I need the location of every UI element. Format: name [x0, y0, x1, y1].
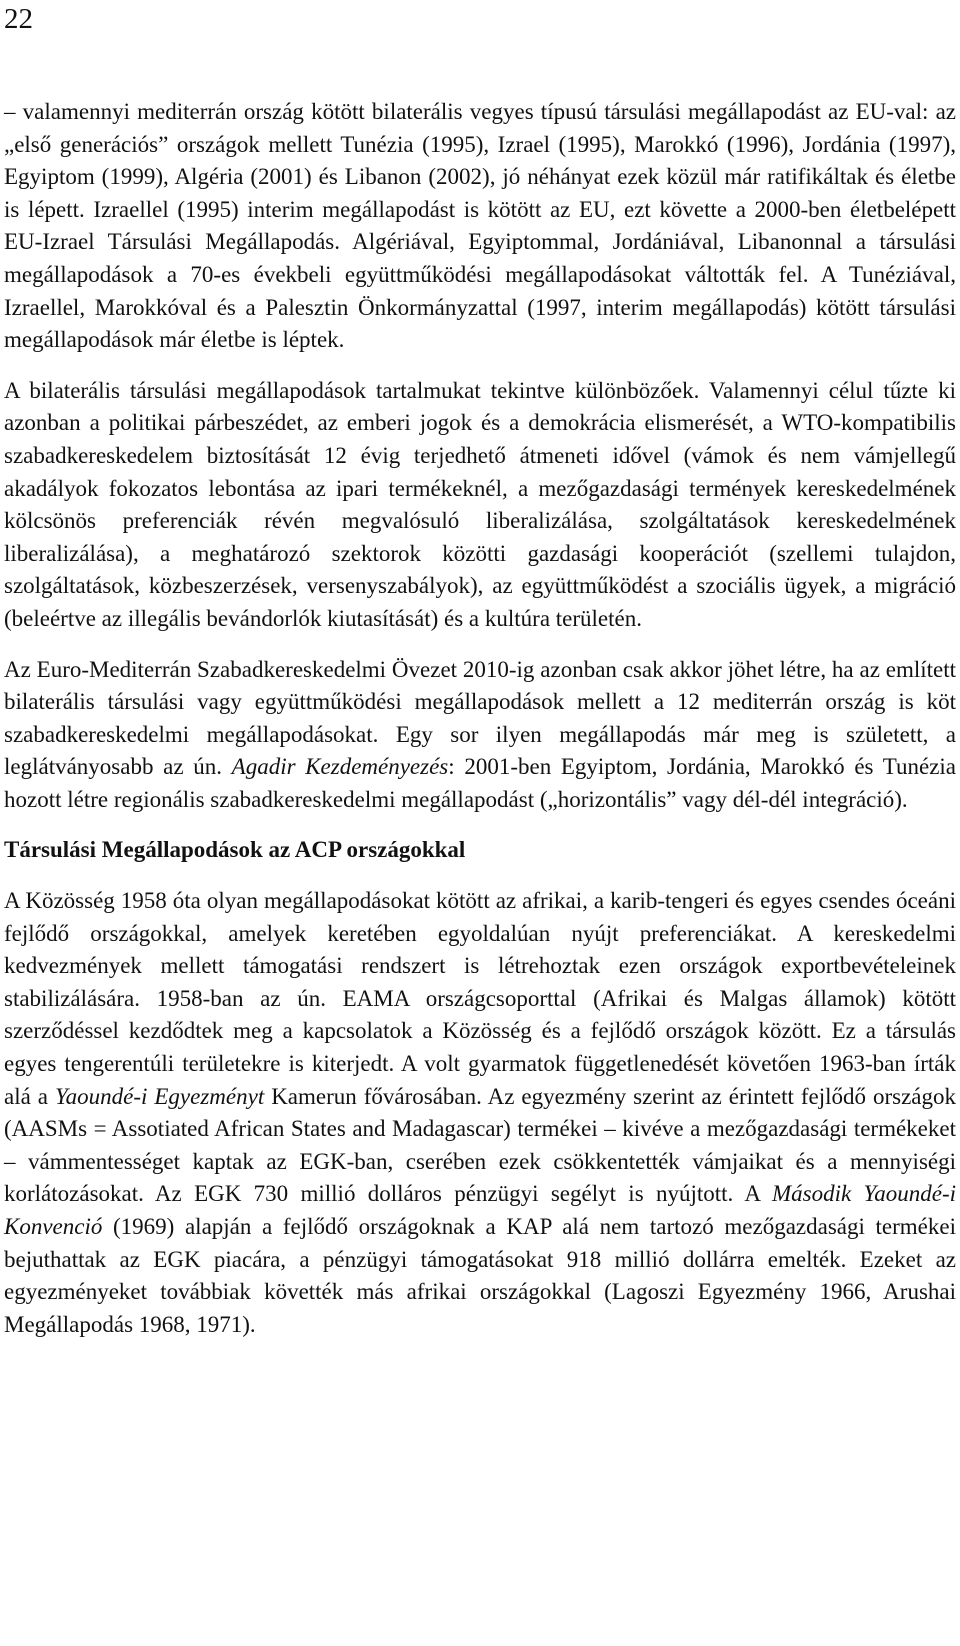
paragraph-acp-agreements — [4, 885, 956, 1341]
italic-term: Yaoundé-i Egyezményt — [54, 1083, 265, 1109]
text-run: (1969) alapján a fejlődő országoknak a KAP alá nem tartozó mezőgazdasági termékei bejuthattak az EGK piacára, a pénzügyi támogatásokat 918 millió dollárra emelték. Ezeket az egyezményeket továbbiak követték más afrikai országokkal (Lagoszi Egyezmény 1966, Arushai Megállapodás 1968, 1971). — [4, 1214, 956, 1337]
italic-term: Második Yaoundé-i Konvenció — [4, 1181, 956, 1239]
document-body — [4, 96, 956, 1359]
text-run: : 2001-ben Egyiptom, Jordánia, Marokkó és Tunézia hozott létre regionális szabadkereskedelmi megállapodást („horizontális” vagy dél-dél integráció). — [4, 754, 957, 812]
paragraph-agreement-contents: A bilaterális társulási megállapodások tartalmukat tekintve különbözőek. Valamennyi célul tűzte ki azonban a politikai párbeszédet, az emberi jogok és a demokrácia elismerését, a WTO-kompatibilis szabadkereskedelem biztosítását 12 évig terjedhető átmeneti idővel (vámok és nem vámjellegű akadályok fokozatos lebontása az ipari termékeknél, a mezőgazdasági termények kereskedelmének kölcsönös preferenciák révén megvalósuló liberalizálása, szolgáltatások kereskedelmének liberalizálása), a meghatározó szektorok közötti gazdasági kooperációt (szellemi tulajdon, szolgáltatások, közbeszerzések, versenyszabályok), az együttműködést a szociális ügyek, a migráció (beleértve az illegális bevándorlók kiutasítását) és a kultúra területén. — [4, 377, 956, 631]
italic-term: Agadir Kezdeményezés — [231, 754, 449, 780]
paragraph-free-trade-zone — [4, 654, 956, 817]
paragraph-mediterranean-agreements: – valamennyi mediterrán ország kötött bilaterális vegyes típusú társulási megállapodást az EU-val: az „első generációs” országok mellett Tunézia (1995), Izrael (1995), Marokkó (1996), Jordánia (1997), Egyiptom (1999), Algéria (2001) és Libanon (2002), jó néhányat ezek közül már ratifikáltak és életbe is lépett. Izraellel (1995) interim megállapodást is kötött az EU, ezt követte a 2000-ben életbelépett EU-Izrael Társulási Megállapodás. Algériával, Egyiptommal, Jordániával, Libanonnal a társulási megállapodások a 70-es évekbeli együttműködési megállapodásokat váltották fel. A Tunéziával, Izraellel, Marokkóval és a Palesztin Önkormányzattal (1997, interim megállapodás) kötött társulási megállapodások már életbe is léptek. — [4, 99, 956, 353]
section-heading: Társulási Megállapodások az ACP országokkal — [4, 837, 466, 863]
text-run: Az Euro-Mediterrán Szabadkereskedelmi Övezet 2010-ig azonban csak akkor jöhet létre, ha az említett bilaterális társulási vagy együttműködési megállapodások mellett a 12 mediterrán ország is köt szabadkereskedelmi megállapodásokat. Egy sor ilyen megállapodás már meg is született, a leglátványosabb az ún. — [4, 656, 956, 780]
page-number: 22 — [4, 3, 33, 35]
text-run: A Közösség 1958 óta olyan megállapodásokat kötött az afrikai, a karib-tengeri és egyes csendes óceáni fejlődő országokkal, amelyek keretében egyoldalúan nyújt preferenciákat. A kereskedelmi kedvezmények mellett támogatási rendszert is létrehoztak ezen országok exportbevételeinek stabilizálására. 1958-ban az ún. EAMA országcsoporttal (Afrikai és Malgas államok) kötött szerződéssel kezdődtek meg a kapcsolatok a Közösség és a fejlődő országok között. Ez a társulás egyes tengerentúli területekre is kiterjedt. A volt gyarmatok függetlenedését követően 1963-ban írták alá a — [4, 888, 956, 1109]
text-run: Kamerun fővárosában. Az egyezmény szerint az érintett fejlődő országok (AASMs = Assotiated African States and Madagascar) termékei – kivéve a mezőgazdasági termékeket – vámmentességet kaptak az EGK-ban, cserében ezek csökkentették vámjaikat és a mennyiségi korlátozásokat. Az EGK 730 millió dolláros pénzügyi segélyt is nyújtott. A — [4, 1083, 957, 1207]
